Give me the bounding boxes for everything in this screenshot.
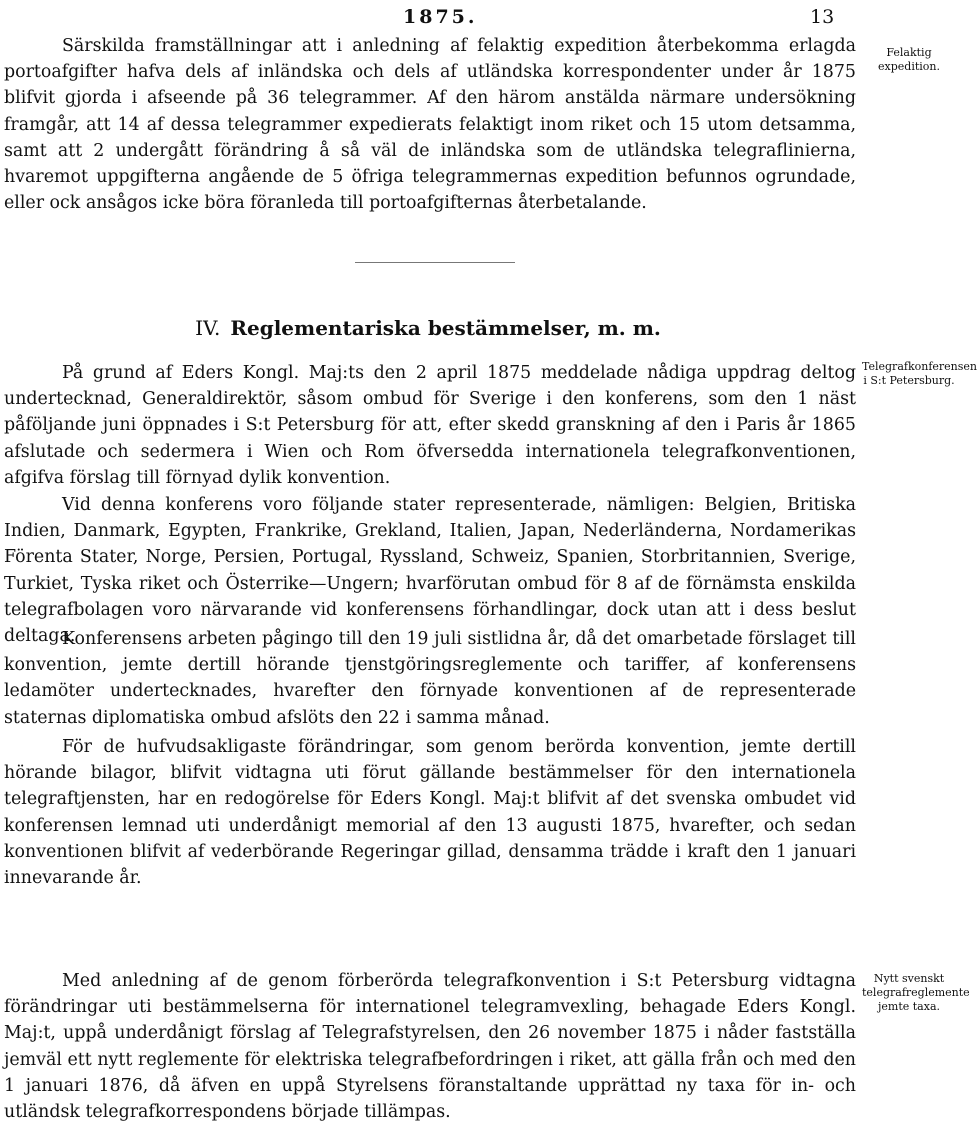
running-header-year: 1875.	[403, 6, 478, 28]
page-number: 13	[810, 6, 835, 28]
section-divider	[355, 262, 515, 263]
paragraph-konferens-uppdrag: På grund af Eders Kongl. Maj:ts den 2 april 1875 meddelade nådiga uppdrag deltog undertecknad, Generaldirektör, såsom ombud för Sverige i den konferens, som den 1 näst påföljande juni öppnades i S:t Petersburg för att, efter skedd granskning af den i Paris år 1865 afslutade och sedermera i Wien och Rom öfversedda internationela telegrafkonventionen, afgifva förslag till förnyad dylik konvention.	[4, 363, 856, 488]
section-title: Reglementariska bestämmelser, m. m.	[230, 316, 661, 340]
section-heading	[0, 316, 856, 340]
paragraph-forandringar: För de hufvudsakligaste förändringar, som genom berörda konvention, jemte dertill hörande bilagor, blifvit vidtagna uti förut gällande bestämmelser för den internationela telegraftjensten, har en redogörelse för Eders Kongl. Maj:t blifvit af det svenska ombudet vid konferensen lemnad uti underdånigt memorial af den 13 augusti 1875, hvarefter, och sedan konventionen blifvit af vederbörande Regeringar gillad, densamma trädde i kraft den 1 januari innevarande år.	[4, 737, 856, 889]
paragraph-konferensens-arbeten: Konferensens arbeten pågingo till den 19 juli sistlidna år, då det omarbetade förslaget till konvention, jemte dertill hörande tjenstgöringsreglemente och tariffer, af konferensens ledamöter undertecknades, hvarefter den förnyade konventionen af de representerade staternas diplomatiska ombud afslöts den 22 i samma månad.	[4, 629, 856, 728]
paragraph-representerade-stater: Vid denna konferens voro följande stater representerade, nämligen: Belgien, Britiska Indien, Danmark, Egypten, Frankrike, Grekland, Italien, Japan, Nederländerna, Nordamerikas Förenta Stater, Norge, Persien, Portugal, Ryssland, Schweiz, Spanien, Storbritannien, Sverige, Turkiet, Tyska riket och Österrike—Ungern; hvarförutan ombud för 8 af de förnämsta enskilda telegrafbolagen voro närvarande vid konferensens förhandlingar, dock utan att i dess beslut deltaga.	[4, 495, 856, 647]
paragraph-felaktig-expedition: Särskilda framställningar att i anledning af felaktig expedition återbekomma erlagda portoafgifter hafva dels af inländska och dels af utländska korrespondenter under år 1875 blifvit gjorda i afseende på 36 telegrammer. Af den härom anstälda närmare undersökning framgår, att 14 af dessa telegrammer expedierats felaktigt inom riket och 15 utom detsamma, samt att 2 undergått förändring å så väl de inländska som de utländska telegraflinierna, hvaremot uppgifterna angående de 5 öfriga telegrammernas expedition befunnos ogrundade, eller ock ansågos icke böra föranleda till portoafgifternas återbetalande.	[4, 36, 856, 214]
section-numeral: IV.	[195, 316, 221, 340]
margin-note-felaktig-expedition: Felaktig expedition.	[878, 46, 940, 73]
paragraph-nytt-reglemente: Med anledning af de genom förberörda telegrafkonvention i S:t Petersburg vidtagna förändringar uti bestämmelserna för internationel telegramvexling, behagade Eders Kongl. Maj:t, uppå underdånigt förslag af Telegrafstyrelsen, den 26 november 1875 i nåder fastställa jemväl ett nytt reglemente för elektriska telegrafbefordringen i riket, att gälla från och med den 1 januari 1876, då äfven en uppå Styrelsens föranstaltande upprättad ny taxa för in- och utländsk telegrafkorrespondens började tillämpas.	[4, 971, 856, 1123]
margin-note-telegrafkonferensen: Telegrafkonferensen i S:t Petersburg.	[862, 360, 977, 387]
margin-note-nytt-reglemente: Nytt svenskt telegrafreglemente jemte taxa.	[862, 972, 970, 1013]
